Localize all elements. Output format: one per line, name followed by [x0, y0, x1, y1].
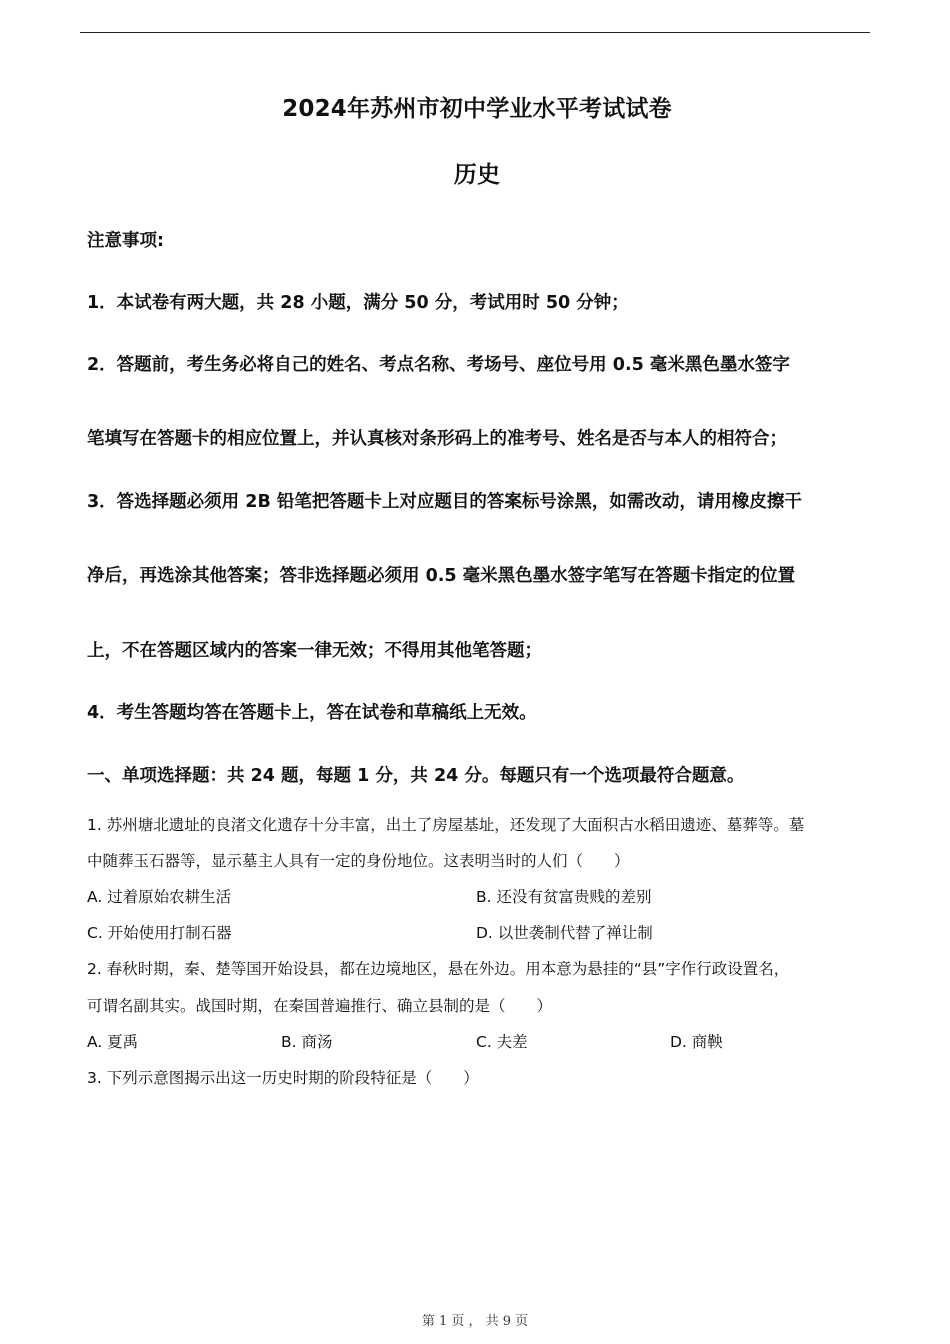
question-1-option-c: C. 开始使用打制石器: [87, 924, 232, 942]
notice-item-3-line-3: 上，不在答题区域内的答案一律无效；不得用其他笔答题；: [87, 641, 542, 661]
question-1-stem-line-1: 1. 苏州塘北遗址的良渚文化遗存十分丰富，出土了房屋基址，还发现了大面积古水稻田遗迹、墓葬等。墓: [87, 816, 805, 834]
notice-item-2-line-1: 2．答题前，考生务必将自己的姓名、考点名称、考场号、座位号用 0.5 毫米黑色墨水签字: [87, 355, 790, 375]
notice-item-3-line-1: 3．答选择题必须用 2B 铅笔把答题卡上对应题目的答案标号涂黑，如需改动，请用橡皮擦干: [87, 492, 802, 512]
notice-item-1: 1．本试卷有两大题，共 28 小题，满分 50 分，考试用时 50 分钟；: [87, 293, 629, 313]
exam-title: 2024年苏州市初中学业水平考试试卷: [282, 96, 672, 122]
header-rule: [80, 32, 870, 33]
question-2-option-a: A. 夏禹: [87, 1033, 139, 1051]
subject-title: 历史: [453, 162, 501, 188]
question-2-stem-line-1: 2. 春秋时期，秦、楚等国开始设县，都在边境地区，悬在外边。用本意为悬挂的“县”字作行政设置名，: [87, 960, 790, 978]
question-2-option-b: B. 商汤: [281, 1033, 333, 1051]
notice-heading: 注意事项:: [87, 231, 164, 251]
question-1-option-d: D. 以世袭制代替了禅让制: [476, 924, 653, 942]
question-2-stem-line-2: 可谓名副其实。战国时期，在秦国普遍推行、确立县制的是（ ）: [87, 997, 553, 1015]
question-1-stem-line-2: 中随葬玉石器等，显示墓主人具有一定的身份地位。这表明当时的人们（ ）: [87, 852, 630, 870]
question-2-option-c: C. 夫差: [476, 1033, 528, 1051]
page-number-footer: 第 1 页 ， 共 9 页: [421, 1314, 529, 1329]
question-1-option-b: B. 还没有贫富贵贱的差别: [476, 888, 652, 906]
question-3-stem: 3. 下列示意图揭示出这一历史时期的阶段特征是（ ）: [87, 1069, 479, 1087]
section-1-heading: 一、单项选择题：共 24 题，每题 1 分，共 24 分。每题只有一个选项最符合题意。: [87, 766, 745, 786]
notice-item-3-line-2: 净后，再选涂其他答案；答非选择题必须用 0.5 毫米黑色墨水签字笔写在答题卡指定的位置: [87, 566, 796, 586]
question-2-option-d: D. 商鞅: [670, 1033, 723, 1051]
question-1-option-a: A. 过着原始农耕生活: [87, 888, 232, 906]
notice-item-2-line-2: 笔填写在答题卡的相应位置上，并认真核对条形码上的准考号、姓名是否与本人的相符合；: [87, 429, 787, 449]
notice-item-4: 4．考生答题均答在答题卡上，答在试卷和草稿纸上无效。: [87, 703, 537, 723]
